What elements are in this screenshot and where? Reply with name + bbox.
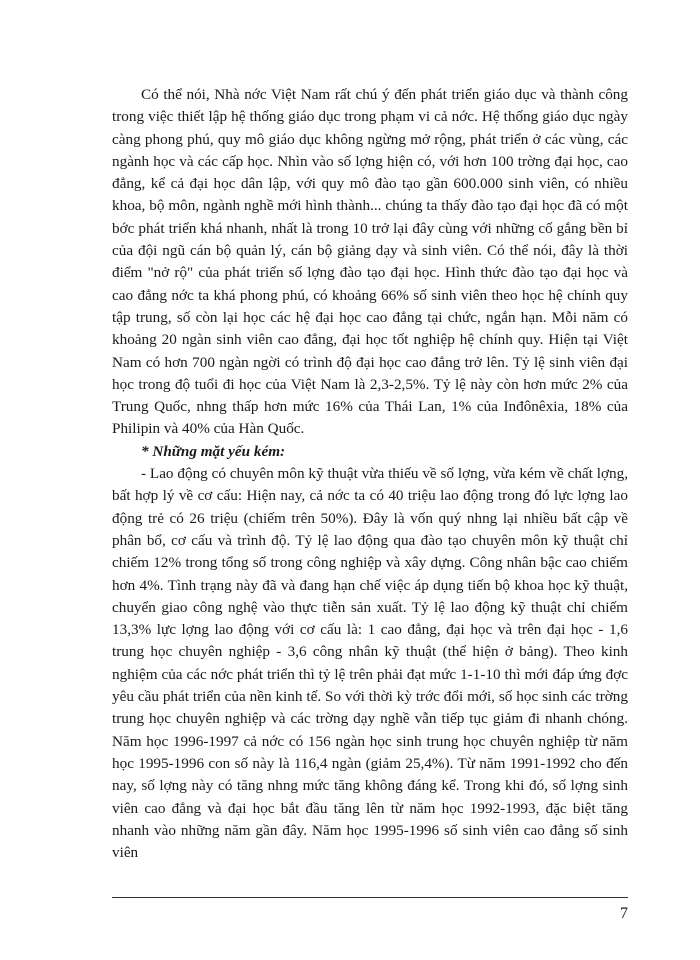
section-heading-weaknesses: * Những mặt yếu kém: <box>141 442 286 460</box>
paragraph-labor-weaknesses: - Lao động có chuyên môn kỹ thuật vừa thiếu về số lợng, vừa kém về chất lợng, bất hợp lý về cơ cấu: Hiện nay, cả nớc ta có 40 triệu lao động trong đó lực lợng lao động trẻ có 26 triệu (chiếm trên 50%). Đây là vốn quý nhng lại nhiều bất cập về phân bổ, cơ cấu và trình độ. Tỷ lệ lao động qua đào tạo chuyên môn kỹ thuật chỉ chiếm 12% trong tổng số trong công nghiệp và xây dựng. Công nhân bậc cao chiếm hơn 4%. Tình trạng này đã và đang hạn chế việc áp dụng tiến bộ khoa học kỹ thuật, chuyển giao công nghệ vào thực tiễn sản xuất. Tỷ lệ lao động kỹ thuật chỉ chiếm 13,3% lực lợng lao động với cơ cấu là: 1 cao đẳng, đại học và trên đại học - 1,6 trung học chuyên nghiệp - 3,6 công nhân kỹ thuật (thể hiện ở bảng). Theo kinh nghiệm của các nớc phát triển thì tỷ lệ trên phải đạt mức 1-1-10 thì mới đáp ứng đợc yêu cầu phát triển của nền kinh tế. So với thời kỳ trớc đổi mới, số học sinh các trờng trung học chuyên nghiệp và các trờng dạy nghề vẫn tiếp tục giảm đi nhanh chóng. Năm học 1996-1997 cả nớc có 156 ngàn học sinh trung học chuyên nghiệp từ năm học 1995-1996 con số này là 116,4 ngàn (giảm 25,4%). Từ năm 1991-1992 cho đến nay, số lợng này có tăng nhng mức tăng không đáng kể. Trong khi đó, số lợng sinh viên cao đẳng và đại học bắt đầu tăng lên từ năm học 1992-1993, đặc biệt tăng nhanh vào những năm gần đây. Năm học 1995-1996 số sinh viên cao đẳng số sinh viên <box>112 465 628 862</box>
document-page <box>112 84 628 864</box>
footer-divider <box>112 897 628 898</box>
page-number: 7 <box>620 905 628 922</box>
paragraph-education-overview: Có thể nói, Nhà nớc Việt Nam rất chú ý đến phát triển giáo dục và thành công trong việc thiết lập hệ thống giáo dục trong phạm vi cả nớc. Hệ thống giáo dục ngày càng phong phú, quy mô giáo dục không ngừng mở rộng, phát triển ở các vùng, các ngành học và các cấp học. Nhìn vào số lợng hiện có, với hơn 100 trờng đại học, cao đẳng, kể cả đại học dân lập, với quy mô đào tạo gần 600.000 sinh viên, có nhiều khoa, bộ môn, ngành nghề mới hình thành... chúng ta thấy đào tạo đại học đã có một bớc phát triển khá nhanh, nhất là trong 10 trở lại đây cùng với những cố gắng bền bỉ của đội ngũ cán bộ quản lý, cán bộ giảng dạy và sinh viên. Có thể nói, đây là thời điểm "nở rộ" của phát triển số lợng đào tạo đại học. Hình thức đào tạo đại học và cao đẳng nớc ta khá phong phú, có khoảng 66% số sinh viên theo học hệ chính quy tập trung, số còn lại học các hệ đại học cao đẳng tại chức, ngắn hạn. Mỗi năm có khoảng 20 ngàn sinh viên cao đẳng, đại học tốt nghiệp hệ chính quy. Hiện tại Việt Nam có hơn 700 ngàn ngời có trình độ đại học cao đẳng trở lên. Tỷ lệ sinh viên đại học trong độ tuổi đi học của Việt Nam là 2,3-2,5%. Tỷ lệ này còn hơn mức 2% của Trung Quốc, nhng thấp hơn mức 16% của Thái Lan, 1% của Inđônêxia, 18% của Philipin và 40% của Hàn Quốc. <box>112 86 628 438</box>
